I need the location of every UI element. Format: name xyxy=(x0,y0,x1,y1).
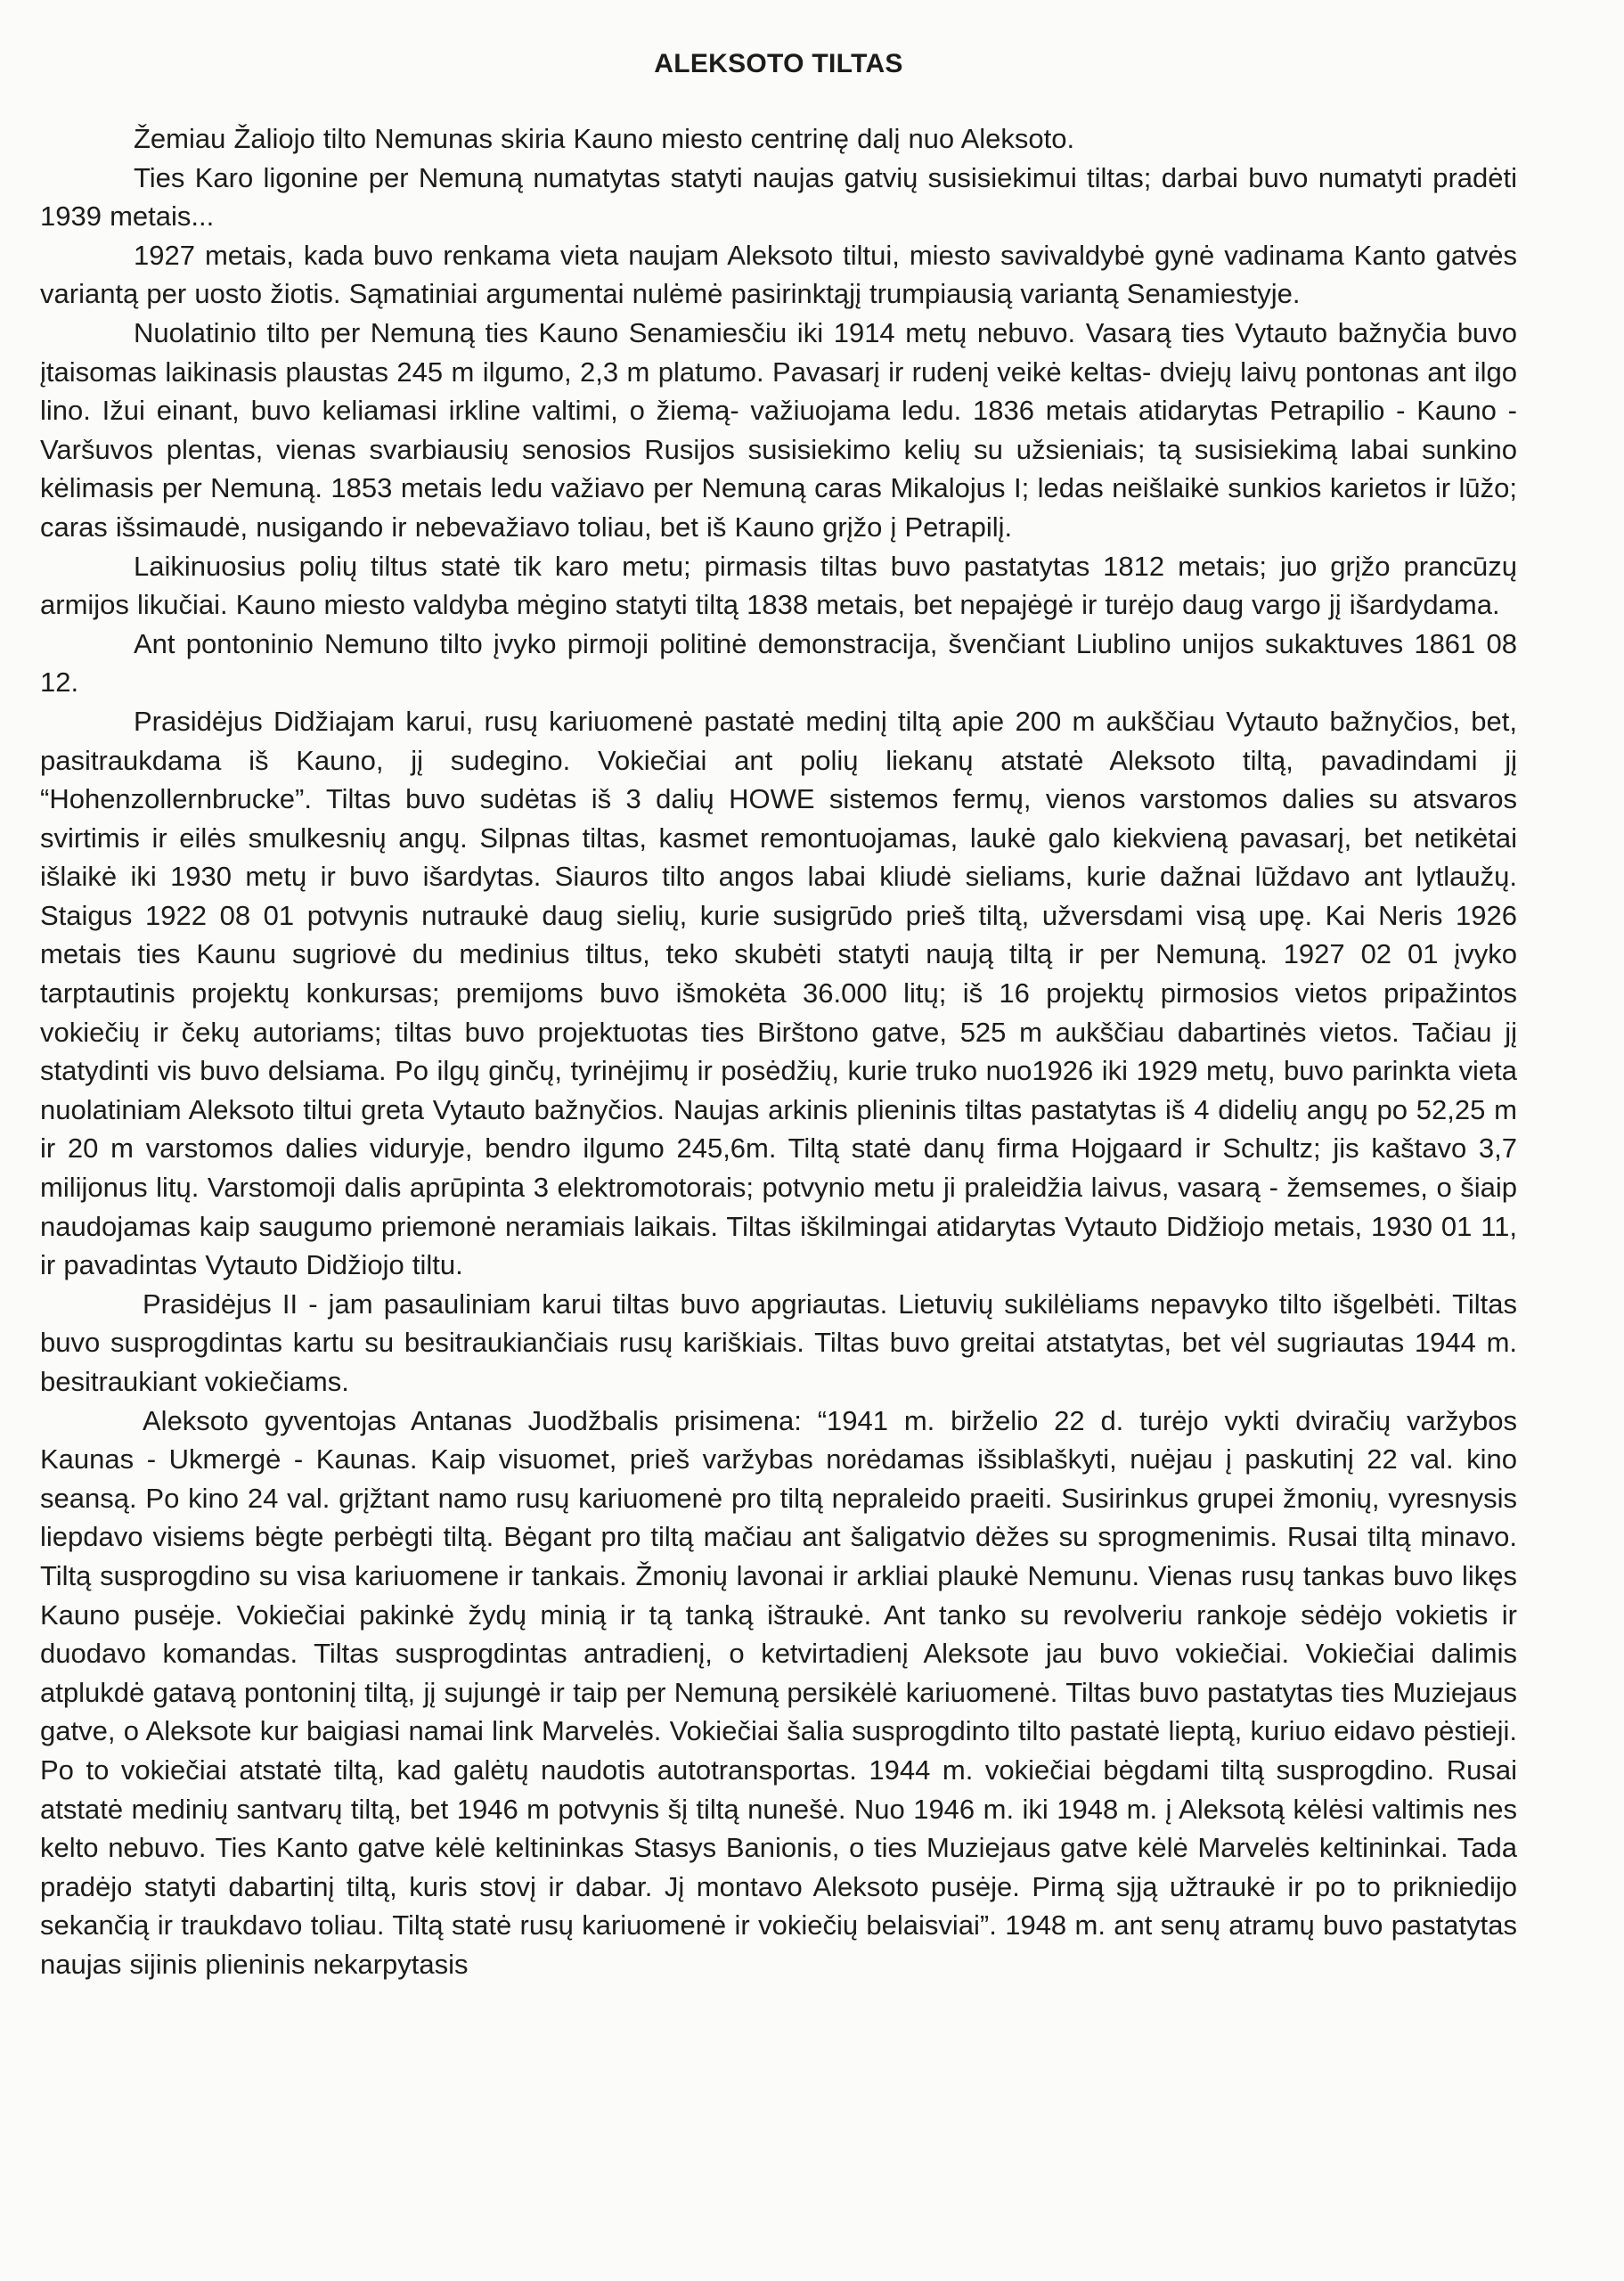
document-body xyxy=(40,119,1517,1984)
paragraph: Ant pontoninio Nemuno tilto įvyko pirmoji politinė demonstracija, švenčiant Liublino unijos sukaktuves 1861 08 12. xyxy=(40,627,1517,699)
paragraph: Nuolatinio tilto per Nemuną ties Kauno Senamiesčiu iki 1914 metų nebuvo. Vasarą ties Vytauto bažnyčia buvo įtaisomas laikinasis plaustas 245 m ilgumo, 2,3 m platumo. Pavasarį ir rudenį veikė keltas- dviejų laivų pontonas ant ilgo lino. Ižui einant, buvo keliamasi irkline valtimi, o žiemą- važiuojama ledu. 1836 metais atidarytas Petrapilio - Kauno - Varšuvos plentas, vienas svarbiausių senosios Rusijos susisiekimo kelių su užsieniais; tą susisiekimą labai sunkino kėlimasis per Nemuną. 1853 metais ledu važiavo per Nemuną caras Mikalojus I; ledas neišlaikė sunkios karietos ir lūžo; caras išsimaudė, nusigando ir nebevažiavo toliau, bet iš Kauno grįžo į Petrapilį. xyxy=(40,316,1517,543)
paragraph: Prasidėjus II - jam pasauliniam karui tiltas buvo apgriautas. Lietuvių sukilėliams nepavyko tilto išgelbėti. Tiltas buvo susprogdintas kartu su besitraukiančiais rusų kariškiais. Tiltas buvo greitai atstatytas, bet vėl sugriautas 1944 m. besitraukiant vokiečiams. xyxy=(40,1288,1517,1397)
paragraph: Aleksoto gyventojas Antanas Juodžbalis prisimena: “1941 m. birželio 22 d. turėjo vykti dviračių varžybos Kaunas - Ukmergė - Kaunas. Kaip visuomet, prieš varžybas norėdamas išsiblaškyti, nuėjau į paskutinį 22 val. kino seansą. Po kino 24 val. grįžtant namo rusų kariuomenė pro tiltą nepraleido praeiti. Susirinkus grupei žmonių, vyresnysis liepdavo visiems bėgte perbėgti tiltą. Bėgant pro tiltą mačiau ant šaligatvio dėžes su sprogmenimis. Rusai tiltą minavo. Tiltą susprogdino su visa kariuomene ir tankais. Žmonių lavonai ir arkliai plaukė Nemunu. Vienas rusų tankas buvo likęs Kauno pusėje. Vokiečiai pakinkė žydų minią ir tą tanką ištraukė. Ant tanko su revolveriu rankoje sėdėjo vokietis ir duodavo komandas. Tiltas susprogdintas antradienį, o ketvirtadienį Aleksote jau buvo vokiečiai. Vokiečiai dalimis atplukdė gatavą pontoninį tiltą, jį sujungė ir taip per Nemuną persikėlė kariuomenė. Tiltas buvo pastatytas ties Muziejaus gatve, o Aleksote kur baigiasi namai link Marvelės. Vokiečiai šalia susprogdinto tilto pastatė lieptą, kuriuo eidavo pėstieji. Po to vokiečiai atstatė tiltą, kad galėtų naudotis autotransportas. 1944 m. vokiečiai bėgdami tiltą susprogdino. Rusai atstatė medinių santvarų tiltą, bet 1946 m potvynis šį tiltą nunešė. Nuo 1946 m. iki 1948 m. į Aleksotą kėlėsi valtimis nes kelto nebuvo. Ties Kanto gatve kėlė keltininkas Stasys Banionis, o ties Muziejaus gatve kėlė Marvelės keltininkai. Tada pradėjo statyti dabartinį tiltą, kuris stovį ir dabar. Jį montavo Aleksoto pusėje. Pirmą sįją užtraukė ir po to prikniedijo sekančią ir traukdavo toliau. Tiltą statė rusų kariuomenė ir vokiečių belaisviai”. 1948 m. ant senų atramų buvo pastatytas naujas sijinis plieninis nekarpytasis xyxy=(40,1404,1517,1980)
paragraph: Prasidėjus Didžiajam karui, rusų kariuomenė pastatė medinį tiltą apie 200 m aukščiau Vytauto bažnyčios, bet, pasitraukdama iš Kauno, jį sudegino. Vokiečiai ant polių liekanų atstatė Aleksoto tiltą, pavadindami jį “Hohenzollernbrucke”. Tiltas buvo sudėtas iš 3 dalių HOWE sistemos fermų, vienos varstomos dalies su atsvaros svirtimis ir eilės smulkesnių angų. Silpnas tiltas, kasmet remontuojamas, laukė galo kiekvieną pavasarį, bet netikėtai išlaikė iki 1930 metų ir buvo išardytas. Siauros tilto angos labai kliudė sieliams, kurie dažnai lūždavo ant lytlaužų. Staigus 1922 08 01 potvynis nutraukė daug sielių, kurie susigrūdo prieš tiltą, užversdami visą upę. Kai Neris 1926 metais ties Kaunu sugriovė du medinius tiltus, teko skubėti statyti naują tiltą ir per Nemuną. 1927 02 01 įvyko tarptautinis projektų konkursas; premijoms buvo išmokėta 36.000 litų; iš 16 projektų pirmosios vietos pripažintos vokiečių ir čekų autoriams; tiltas buvo projektuotas ties Birštono gatve, 525 m aukščiau dabartinės vietos. Tačiau jį statydinti vis buvo delsiama. Po ilgų ginčų, tyrinėjimų ir posėdžių, kurie truko nuo1926 iki 1929 metų, buvo parinkta vieta nuolatiniam Aleksoto tiltui greta Vytauto bažnyčios. Naujas arkinis plieninis tiltas pastatytas iš 4 didelių angų po 52,25 m ir 20 m varstomos dalies viduryje, bendro ilgumo 245,6m. Tiltą statė danų firma Hojgaard ir Schultz; jis kaštavo 3,7 milijonus litų. Varstomoji dalis aprūpinta 3 elektromotorais; potvynio metu ji praleidžia laivus, vasarą - žemsemes, o šiaip naudojamas kaip saugumo priemonė neramiais laikais. Tiltas iškilmingai atidarytas Vytauto Didžiojo metais, 1930 01 11, ir pavadintas Vytauto Didžiojo tiltu. xyxy=(40,705,1517,1281)
paragraph: Žemiau Žaliojo tilto Nemunas skiria Kauno miesto centrinę dalį nuo Aleksoto. xyxy=(134,123,1075,154)
paragraph: 1927 metais, kada buvo renkama vieta naujam Aleksoto tiltui, miesto savivaldybė gynė vadinama Kanto gatvės variantą per uosto žiotis. Sąmatiniai argumentai nulėmė pasirinktąjį trumpiausią variantą Senamiestyje. xyxy=(40,239,1517,310)
document-title: ALEKSOTO TILTAS xyxy=(654,49,903,78)
paragraph: Ties Karo ligonine per Nemuną numatytas statyti naujas gatvių susisiekimui tiltas; darbai buvo numatyti pradėti 1939 metais... xyxy=(40,161,1517,233)
paragraph: Laikinuosius polių tiltus statė tik karo metu; pirmasis tiltas buvo pastatytas 1812 metais; juo grįžo prancūzų armijos likučiai. Kauno miesto valdyba mėgino statyti tiltą 1838 metais, bet nepajėgė ir turėjo daug vargo jį išardydama. xyxy=(40,550,1517,621)
